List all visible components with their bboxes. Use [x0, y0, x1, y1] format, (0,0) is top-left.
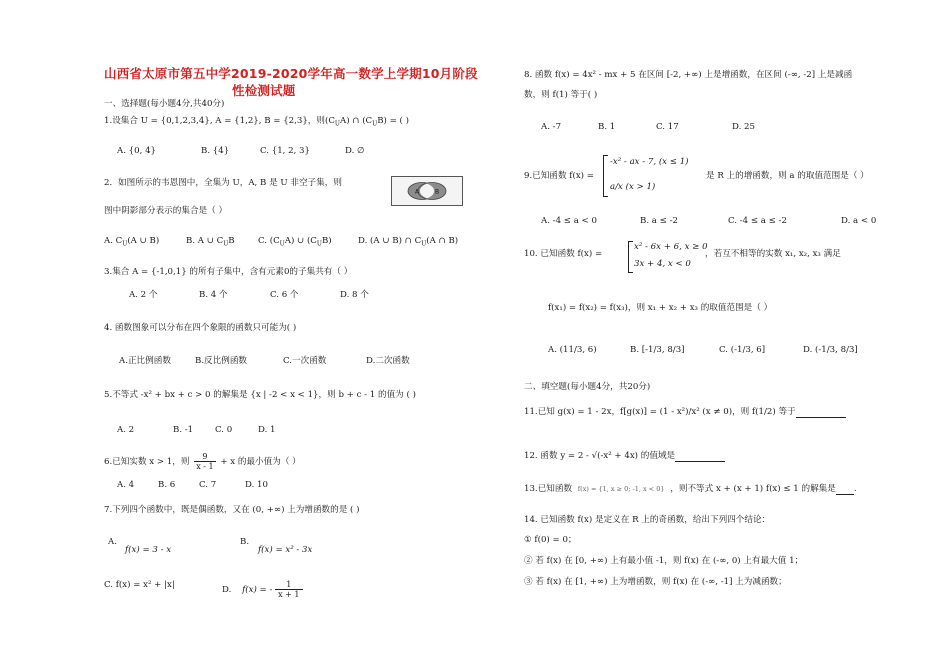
q7-opt-d-lhs: f(x) = -: [242, 585, 273, 595]
q2-opt-b-rest: B: [228, 236, 235, 246]
q12-answer-blank[interactable]: [675, 452, 725, 462]
q9-option-c[interactable]: C. -4 ≤ a ≤ -2: [728, 216, 787, 226]
venn-diagram: [391, 176, 463, 206]
q6-frac-den: x - 1: [196, 462, 214, 471]
q11-stem: 11.已知 g(x) = 1 - 2x，f[g(x)] = (1 - x²)/x² (x ≠ 0)，则 f(1/2) 等于: [524, 407, 796, 417]
q1-stem-end: B) = ( ): [377, 116, 409, 126]
q10-case1: x² - 6x + 6, x ≥ 0: [634, 242, 708, 252]
q5-option-b[interactable]: B. -1: [173, 425, 194, 435]
question-10-stem-b: ，若互不相等的实数 x₁, x₂, x₃ 满足: [705, 249, 841, 259]
q9-brace: [603, 155, 608, 197]
q7-option-a-label[interactable]: A.: [108, 537, 117, 547]
q1-sub2: U: [372, 120, 378, 128]
q5-option-d[interactable]: D. 1: [258, 425, 276, 435]
q10-option-a[interactable]: A. (11/3, 6): [548, 345, 597, 355]
q3-option-c[interactable]: C. 6 个: [270, 290, 299, 300]
q3-option-b[interactable]: B. 4 个: [199, 290, 228, 300]
q4-option-a[interactable]: A.正比例函数: [119, 356, 171, 366]
q11-answer-blank[interactable]: [796, 408, 846, 418]
q5-option-c[interactable]: C. 0: [215, 425, 233, 435]
q1-option-a[interactable]: A. {0, 4}: [117, 146, 157, 156]
q2-opt-d-text: D. (A ∪ B) ∩ C: [358, 236, 422, 246]
q9-option-d[interactable]: D. a < 0: [841, 216, 877, 226]
q6-stem-b: + x 的最小值为（ ）: [220, 457, 301, 467]
q9-option-a[interactable]: A. -4 ≤ a < 0: [541, 216, 597, 226]
q8-option-b[interactable]: B. 1: [598, 122, 616, 132]
q6-frac-num: 9: [194, 452, 215, 462]
venn-label-a: A: [415, 188, 420, 196]
question-2-stem-line2: 图中阴影部分表示的集合是（ ）: [104, 206, 228, 216]
q7-opt-d-fraction: [275, 580, 302, 599]
q7-opt-d-num: 1: [275, 580, 302, 590]
q4-option-c[interactable]: C.一次函数: [283, 356, 327, 366]
q13-piecewise: f(x) = {1, x ≥ 0; -1, x < 0}: [577, 485, 665, 493]
section-heading-choice: 一、选择题(每小题4分,共40分): [104, 99, 225, 109]
q2-opt-b-text: B. A ∪ C: [186, 236, 224, 246]
q1-stem-text: 1.设集合 U = {0,1,2,3,4}, A = {1,2}, B = {2,3}，则(C: [104, 116, 335, 126]
q2-opt-c-sub1: U: [279, 240, 285, 248]
q2-opt-c-text: C. (C: [258, 236, 280, 246]
q1-sub1: U: [334, 120, 340, 128]
question-5-stem: 5.不等式 -x² + bx + c > 0 的解集是 {x | -2 < x < 1}，则 b + c - 1 的值为 ( ): [104, 390, 416, 400]
q2-option-c[interactable]: [258, 236, 332, 250]
q7-option-d[interactable]: [222, 580, 303, 599]
q10-option-c[interactable]: C. (-1/3, 6]: [719, 345, 766, 355]
page-title-line1: 山西省太原市第五中学2019-2020学年高一数学上学期10月阶段: [104, 66, 478, 81]
q2-opt-b-sub: U: [223, 240, 229, 248]
q2-option-d[interactable]: [358, 236, 458, 250]
q7-option-c[interactable]: C. f(x) = x² + |x|: [104, 580, 175, 590]
question-9-stem-a: 9.已知函数 f(x) =: [524, 171, 594, 181]
question-8-line1: 8. 函数 f(x) = 4x² - mx + 5 在区间 [-2, +∞) 上是增函数，在区间 (-∞, -2] 上是减函: [524, 70, 853, 80]
question-12: [524, 451, 725, 462]
q2-opt-a-sub: U: [122, 240, 128, 248]
q1-stem-tail: A) ∩ (C: [339, 116, 373, 126]
q13-stem-end: .: [853, 484, 857, 494]
question-1-stem: [104, 116, 409, 130]
q9-option-b[interactable]: B. a ≤ -2: [640, 216, 678, 226]
q4-option-d[interactable]: D.二次函数: [366, 356, 410, 366]
q13-answer-blank[interactable]: [836, 485, 854, 495]
q2-opt-d-sub: U: [421, 240, 427, 248]
q13-stem-c: ，则不等式 x + (x + 1) f(x) ≤ 1 的解集是: [670, 484, 836, 494]
q12-stem: 12. 函数 y = 2 - √(-x² + 4x) 的值域是: [524, 451, 676, 461]
q9-case2: a/x (x > 1): [610, 182, 656, 192]
q6-option-d[interactable]: D. 10: [245, 480, 268, 490]
question-3-stem: 3.集合 A = {-1,0,1} 的所有子集中，含有元素0的子集共有（ ）: [104, 267, 353, 277]
q1-option-c[interactable]: C. {1, 2, 3}: [260, 146, 310, 156]
q2-opt-d-rest: (A ∩ B): [426, 236, 459, 246]
q14-conclusion-1: ① f(0) = 0；: [524, 535, 577, 545]
q14-conclusion-3: ③ 若 f(x) 在 [1, +∞) 上为增函数，则 f(x) 在 (-∞, -1] 上为减函数；: [524, 577, 787, 587]
section-heading-fill: 二、填空题(每小题4分，共20分): [524, 382, 651, 392]
q8-option-c[interactable]: C. 17: [656, 122, 679, 132]
q3-option-a[interactable]: A. 2 个: [129, 290, 158, 300]
question-11: [524, 407, 846, 418]
question-4-stem: 4. 函数图象可以分布在四个象限的函数只可能为( ): [104, 323, 297, 333]
question-6-stem: [104, 452, 301, 471]
q3-option-d[interactable]: D. 8 个: [340, 290, 369, 300]
q14-conclusion-2: ② 若 f(x) 在 [0, +∞) 上有最小值 -1，则 f(x) 在 (-∞, 0) 上有最大值 1；: [524, 556, 804, 566]
q2-opt-a-text: A. C: [104, 236, 123, 246]
q6-stem-a: 6.已知实数 x > 1，则: [104, 457, 190, 467]
q7-option-b-label[interactable]: B.: [240, 537, 250, 547]
q6-option-a[interactable]: A. 4: [117, 480, 135, 490]
q10-brace: [628, 241, 633, 273]
question-8-line2: 数，则 f(1) 等于( ): [524, 90, 598, 100]
q2-opt-c-rest: B): [321, 236, 332, 246]
question-10-stem-a: 10. 已知函数 f(x) =: [524, 249, 603, 259]
q7-opt-d-label: D.: [222, 585, 232, 595]
question-10-stem-c: f(x₁) = f(x₂) = f(x₃)，则 x₁ + x₂ + x₃ 的取值范围是（ ）: [548, 303, 773, 313]
q2-option-b[interactable]: [186, 236, 235, 250]
q10-case2: 3x + 4, x < 0: [634, 259, 691, 269]
q13-stem-a: 13.已知函数: [524, 484, 573, 494]
question-7-stem: 7.下列四个函数中，既是偶函数，又在 (0, +∞) 上为增函数的是 ( ): [104, 505, 360, 515]
question-14-stem: 14. 已知函数 f(x) 是定义在 R 上的奇函数，给出下列四个结论：: [524, 515, 771, 525]
q2-opt-c-mid: A) ∪ (C: [284, 236, 317, 246]
q10-option-d[interactable]: D. (-1/3, 8/3]: [803, 345, 858, 355]
q6-option-c[interactable]: C. 7: [199, 480, 217, 490]
q2-opt-a-rest: (A ∪ B): [127, 236, 160, 246]
q9-case1: -x² - ax - 7, (x ≤ 1): [610, 157, 689, 167]
venn-diagram-figure: [392, 177, 462, 205]
q5-option-a[interactable]: A. 2: [117, 425, 135, 435]
question-2-stem: 2．如图所示的韦恩图中，全集为 U，A, B 是 U 非空子集，则: [104, 178, 342, 188]
q7-opt-d-den: x + 1: [278, 590, 300, 599]
question-9-stem-b: 是 R 上的增函数，则 a 的取值范围是（ ）: [706, 171, 869, 181]
q1-option-b[interactable]: B. {4}: [201, 146, 230, 156]
q7-option-a[interactable]: f(x) = 3 - x: [125, 545, 172, 555]
q6-fraction: [194, 452, 215, 471]
q7-option-b[interactable]: f(x) = x² - 3x: [258, 545, 313, 555]
q2-option-a[interactable]: [104, 236, 159, 250]
venn-label-b: B: [435, 188, 440, 196]
q1-option-d[interactable]: D. ∅: [345, 146, 365, 156]
q10-option-b[interactable]: B. [-1/3, 8/3]: [630, 345, 685, 355]
page-title-line2: 性检测试题: [232, 83, 296, 98]
q4-option-b[interactable]: B.反比例函数: [195, 356, 248, 366]
question-13: [524, 484, 857, 495]
q6-option-b[interactable]: B. 6: [158, 480, 176, 490]
q8-option-d[interactable]: D. 25: [732, 122, 755, 132]
q2-opt-c-sub2: U: [316, 240, 322, 248]
q8-option-a[interactable]: A. -7: [541, 122, 562, 132]
